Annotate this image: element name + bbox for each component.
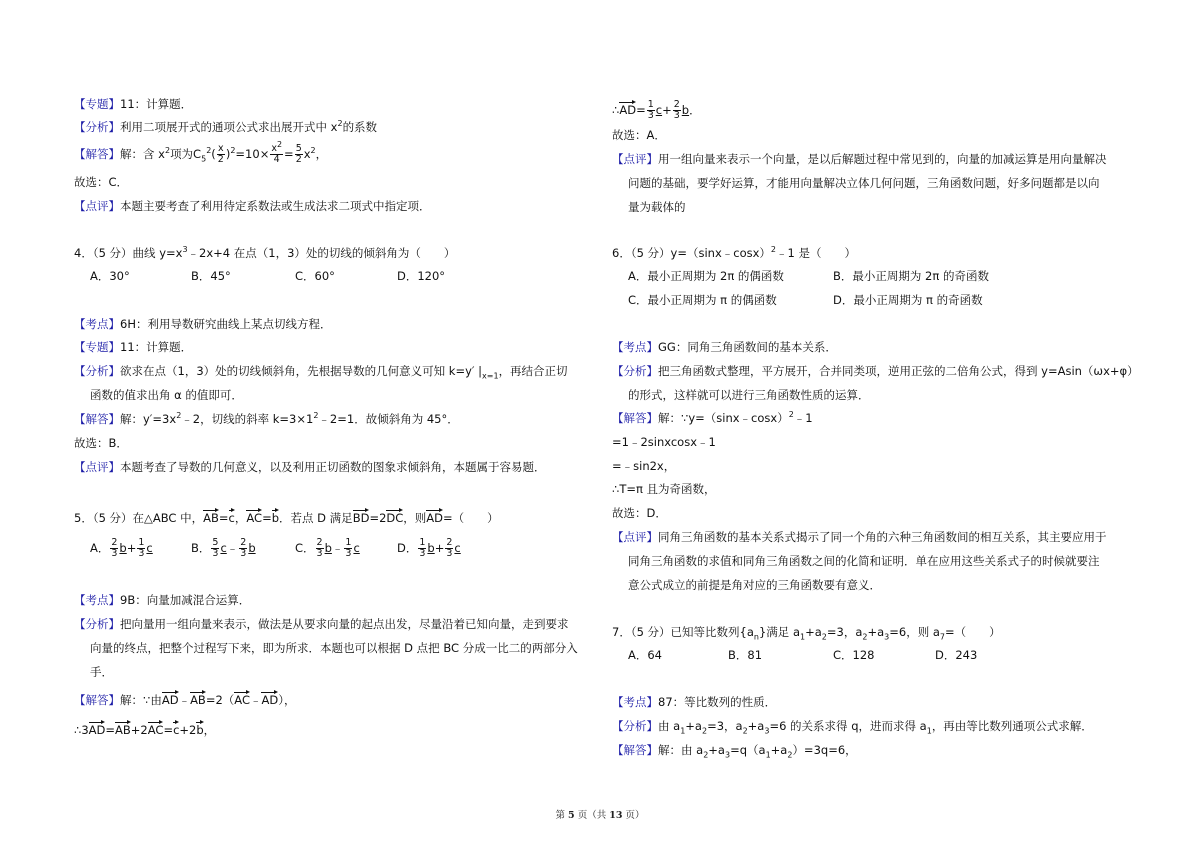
q5-stem: 5．（5 分）在△ABC 中，AB=c，AC=b．若点 D 满足BD=2DC，则AD=（ ） xyxy=(74,508,499,526)
q4-option-c: C．60° xyxy=(295,269,335,283)
q7-option-c: C．128 xyxy=(833,648,875,662)
q6-guxuan: 故选：D． xyxy=(612,506,667,520)
vector: AD xyxy=(619,100,636,116)
q5-fenxi: 【分析】把向量用一组向量来表示，做法是从要求向量的起点出发，尽量沿着已知向量，走到要求 xyxy=(74,617,569,631)
q6-fenxi-cont: 的形式，这样就可以进行三角函数性质的运算． xyxy=(628,388,870,402)
fraction: $\frac{1}{3}$ xyxy=(138,537,145,559)
q5-kaodian: 【考点】9B：向量加减混合运算． xyxy=(74,593,251,607)
vector: BD xyxy=(353,508,370,524)
q6-dianping-cont2: 意公式成立的前提是角对应的三角函数要有意义． xyxy=(628,578,881,592)
q5-jieda: 【解答】解：∵由AD﹣AB=2（AC﹣AD）， xyxy=(74,690,295,708)
fraction: $\frac{2}{3}$ xyxy=(240,537,247,559)
fraction: $\frac{2}{3}$ xyxy=(111,537,118,559)
vector: AB xyxy=(115,720,131,736)
q3-dianping: 【点评】本题主要考查了利用待定系数法或生成法求二项式中指定项． xyxy=(74,199,431,213)
vector: AD xyxy=(426,508,443,524)
vector: c xyxy=(229,508,235,524)
vector: AB xyxy=(203,508,219,524)
q6-step-3: ∴T=π 且为奇函数， xyxy=(612,482,716,496)
q6-dianping: 【点评】同角三角函数的基本关系式揭示了同一个角的六种三角函数间的相互关系，其主要应用于 xyxy=(612,530,1107,544)
q4-fenxi: 【分析】欲求在点（1，3）处的切线倾斜角，先根据导数的几何意义可知 k=y′ $|_{x=1}$，再结合正切 xyxy=(74,364,568,381)
q6-kaodian: 【考点】GG：同角三角函数间的基本关系． xyxy=(612,340,837,354)
fraction: $\frac{x^2}{4}$ xyxy=(271,139,283,165)
q4-guxuan: 故选：B． xyxy=(74,436,128,450)
q4-stem: 4．（5 分）曲线 $y=x^3﹣2x+4$ 在点（1，3）处的切线的倾斜角为（ ） xyxy=(74,245,456,260)
q4-option-d: D．120° xyxy=(397,269,446,283)
vector: b xyxy=(196,720,203,736)
q6-option-c: C．最小正周期为 π 的偶函数 xyxy=(628,293,777,307)
vector: AD xyxy=(162,690,179,706)
q5-dianping: 【点评】用一组向量来表示一个向量，是以后解题过程中常见到的，向量的加减运算是用向量解决 xyxy=(612,152,1107,166)
q4-fenxi-cont: 函数的值求出角 α 的值即可． xyxy=(90,388,243,402)
q7-option-a: A．64 xyxy=(628,648,663,662)
fraction: $\frac{1}{3}$ xyxy=(419,537,426,559)
vector: AB xyxy=(190,690,206,706)
q6-option-a: A．最小正周期为 2π 的偶函数 xyxy=(628,269,784,283)
q7-option-b: B．81 xyxy=(728,648,763,662)
q6-jieda: 【解答】解：∵y=（sinx﹣cosx）$^2$﹣1 xyxy=(612,410,813,425)
q3-fenxi: 【分析】利用二项展开式的通项公式求出展开式中 $x^2$的系数 xyxy=(74,119,378,134)
q6-stem: 6．（5 分）y=（sinx﹣cosx）$^2$﹣1 是（ ） xyxy=(612,245,856,260)
q5-option-c: C． $\frac{2}{3}$ b﹣ $\frac{1}{3}$ c xyxy=(295,537,360,559)
q5-dianping-cont: 问题的基础，要学好运算，才能用向量解决立体几何问题，三角函数问题，好多问题都是以向 xyxy=(628,176,1100,190)
q5-option-d: D． $\frac{1}{3}$ b+ $\frac{2}{3}$ c xyxy=(397,537,461,559)
q4-kaodian: 【考点】6H：利用导数研究曲线上某点切线方程． xyxy=(74,317,332,331)
q7-option-d: D．243 xyxy=(935,648,978,662)
q6-fenxi: 【分析】把三角函数式整理，平方展开，合并同类项，逆用正弦的二倍角公式，得到 y=Asin（ωx+φ） xyxy=(612,364,1139,378)
q3-guxuan: 故选：C． xyxy=(74,175,129,189)
page-total: 13 xyxy=(609,810,623,821)
q5-option-b: B． $\frac{5}{3}$ c﹣ $\frac{2}{3}$ b xyxy=(191,537,256,559)
q4-zhuanti: 【专题】11：计算题． xyxy=(74,340,193,354)
q5-jieda-step: ∴3AD=AB+2AC=c+2b， xyxy=(74,720,215,738)
q5-option-a: A． $\frac{2}{3}$ b+ $\frac{1}{3}$ c xyxy=(90,537,153,559)
q5-result: ∴AD= $\frac{1}{3}$ c+ $\frac{2}{3}$ b． xyxy=(612,99,701,121)
vector: DC xyxy=(386,508,403,524)
q7-fenxi: 【分析】由 $a_1+a_2=3$，$a_2+a_3=6$ 的关系求得 q，进而求得 $a_1$，再由等比数列通项公式求解． xyxy=(612,719,1093,736)
q7-stem: 7．（5 分）已知等比数列$\{a_n\}$满足 $a_1+a_2=3$，$a_2+a_3=6$，则 $a_7=$（ ） xyxy=(612,625,1001,642)
q6-step-2: =﹣sin2x， xyxy=(612,459,676,473)
q5-dianping-cont2: 量为载体的 xyxy=(628,200,686,214)
page-footer: 第 5 页（共 13 页） xyxy=(555,810,645,821)
q4-option-b: B．45° xyxy=(191,269,231,283)
vector: AC xyxy=(246,508,262,524)
q4-jieda: 【解答】解：$y'=3x^2﹣2$，切线的斜率 $k=3\times 1^2﹣2=1$．故倾斜角为 45°． xyxy=(74,411,459,426)
q4-dianping: 【点评】本题考查了导数的几何意义，以及利用正切函数的图象求倾斜角，本题属于容易题． xyxy=(74,460,546,474)
vector: AD xyxy=(89,720,106,736)
fraction: $\frac{1}{3}$ xyxy=(647,99,654,121)
q7-kaodian: 【考点】87：等比数列的性质． xyxy=(612,695,777,709)
q6-dianping-cont: 同角三角函数的求值和同角三角函数之间的化简和证明．单在应用这些关系式子的时候就要注 xyxy=(628,554,1100,568)
q5-guxuan: 故选：A． xyxy=(612,128,666,142)
q6-step-1: =1﹣2sinxcosx﹣1 xyxy=(612,435,716,449)
vector: AC xyxy=(148,720,164,736)
q3-zhuanti: 【专题】11：计算题． xyxy=(74,97,193,111)
vector: c xyxy=(173,720,179,736)
fraction: $\frac{1}{3}$ xyxy=(345,537,352,559)
q6-option-b: B．最小正周期为 2π 的奇函数 xyxy=(833,269,989,283)
vector: b xyxy=(272,508,279,524)
q5-fenxi-cont: 向量的终点，把整个过程写下来，即为所求．本题也可以根据 D 点把 BC 分成一比二的两部分入 xyxy=(90,641,578,655)
fraction: $\frac{x}{2}$ xyxy=(217,143,224,165)
vector: AC xyxy=(234,690,250,706)
fraction: $\frac{2}{3}$ xyxy=(673,99,680,121)
fraction: $\frac{2}{3}$ xyxy=(316,537,323,559)
vector: AD xyxy=(261,690,278,706)
q3-jieda: 【解答】解：含 $x^2$项为$C_5^2$( $\frac{x}{2}$ )$^2$=10× $\frac{x^2}{4}$ = $\frac{5}{2}$ $x^2$， xyxy=(74,139,328,165)
fraction: $\frac{5}{2}$ xyxy=(295,143,302,165)
q6-option-d: D．最小正周期为 π 的奇函数 xyxy=(833,293,983,307)
q5-fenxi-cont2: 手． xyxy=(90,665,113,679)
fraction: $\frac{5}{3}$ xyxy=(212,537,219,559)
q4-option-a: A．30° xyxy=(90,269,130,283)
fraction: $\frac{2}{3}$ xyxy=(446,537,453,559)
q7-jieda: 【解答】解：由 $a_2+a_3=q(a_1+a_2)=3q=6$， xyxy=(612,743,857,760)
page-number: 5 xyxy=(568,810,575,821)
